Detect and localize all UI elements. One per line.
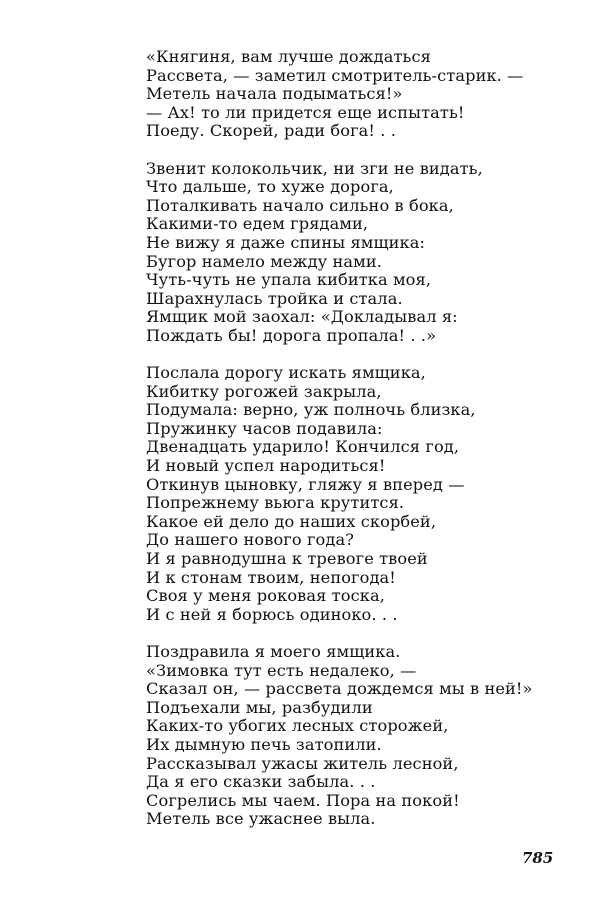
poem-line: Поздравила я моего ямщика. — [146, 642, 401, 661]
poem-line: Пождать бы! дорога пропала! . .» — [146, 325, 437, 345]
poem-line: Сказал он, — рассвета дождемся мы в ней!» — [146, 679, 533, 699]
poem-line: — Ах! то ли придется еще испытать! — [146, 102, 465, 122]
poem-line: И к стонам твоим, непогода! — [146, 567, 396, 587]
poem-line: «Княгиня, вам лучше дождаться — [146, 47, 431, 66]
poem-line: Да я его сказки забыла. . . — [146, 772, 376, 792]
stanza-3 — [146, 364, 566, 624]
poem-line: Метель начала подыматься!» — [146, 84, 403, 104]
poem-line: Рассказывал ужасы житель лесной, — [146, 753, 459, 773]
poem-line: Не вижу я даже спины ямщика: — [146, 232, 426, 252]
poem-line: Какими-то едем грядами, — [146, 214, 369, 234]
poem-line: Двенадцать ударило! Кончился год, — [146, 437, 460, 457]
stanza-4 — [146, 643, 566, 829]
poem-line: Своя у меня роковая тоска, — [146, 586, 385, 606]
page-number: 785 — [522, 849, 554, 867]
poem-line: Шарахнулась тройка и стала. — [146, 288, 403, 308]
poem-line: Согрелись мы чаем. Пора на покой! — [146, 790, 460, 810]
poem-line: Пружинку часов подавила: — [146, 418, 383, 438]
poem-line: Поталкивать начало сильно в бока, — [146, 195, 454, 215]
poem-line: Попрежнему вьюга крутится. — [146, 493, 405, 513]
poem-text — [146, 48, 566, 829]
poem-line: Звенит колокольчик, ни зги не видать, — [146, 158, 483, 178]
poem-line: И с ней я борюсь одиноко. . . — [146, 604, 398, 624]
poem-line: Откинув цыновку, гляжу я вперед — — [146, 474, 465, 494]
poem-line: Их дымную печь затопили. — [146, 734, 382, 754]
poem-line: Что дальше, то хуже дорога, — [146, 177, 394, 197]
poem-line: И новый успел народиться! — [146, 456, 386, 476]
stanza-gap — [146, 624, 566, 643]
poem-line: Подъехали мы, разбудили — [146, 697, 373, 717]
poem-line: Подумала: верно, уж полночь близка, — [146, 400, 476, 420]
poem-line: Чуть-чуть не упала кибитка моя, — [146, 270, 432, 290]
stanza-gap — [146, 141, 566, 160]
poem-line: «Зимовка тут есть недалеко, — — [146, 660, 417, 680]
poem-line: Каких-то убогих лесных сторожей, — [146, 716, 449, 736]
poem-line: Поеду. Скорей, ради бога! . . — [146, 121, 397, 141]
stanza-2 — [146, 160, 566, 346]
poem-line: Кибитку рогожей закрыла, — [146, 381, 382, 401]
poem-line: Какое ей дело до наших скорбей, — [146, 511, 437, 531]
stanza-1 — [146, 48, 566, 141]
stanza-gap — [146, 346, 566, 365]
poem-line: Метель все ужаснее выла. — [146, 809, 376, 829]
poem-line: Бугор намело между нами. — [146, 251, 383, 271]
poem-line: И я равнодушна к тревоге твоей — [146, 549, 428, 569]
poem-line: Ямщик мой заохал: «Докладывал я: — [146, 307, 458, 327]
poem-line: Послала дорогу искать ямщика, — [146, 363, 426, 383]
poem-line: До нашего нового года? — [146, 530, 354, 550]
poem-line: Рассвета, — заметил смотритель-старик. — — [146, 65, 524, 85]
